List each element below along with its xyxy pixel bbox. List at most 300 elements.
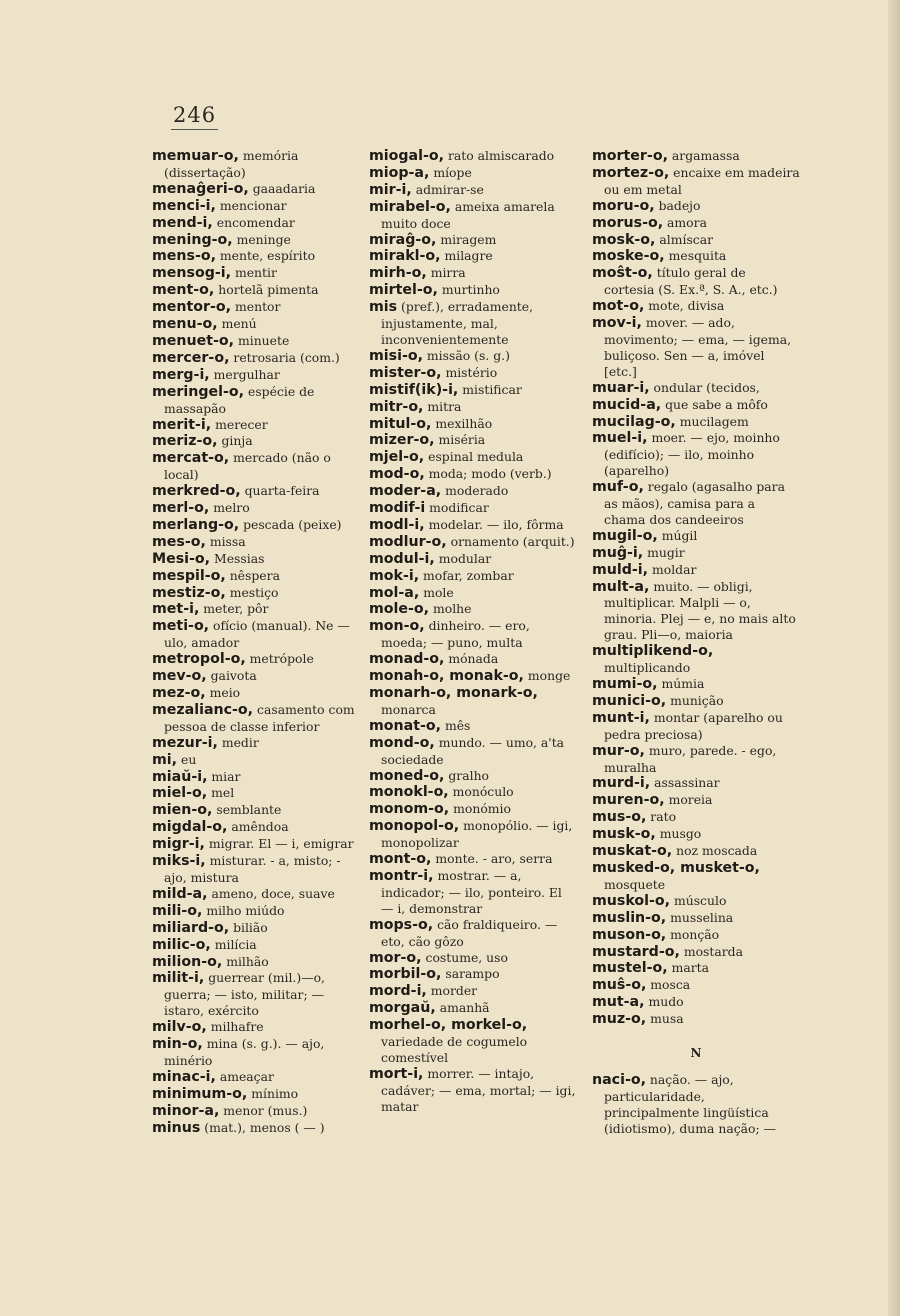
entry-headword: monokl-o,: [369, 784, 449, 801]
dictionary-entry: [592, 479, 800, 528]
entry-translation: dinheiro. — ero, moeda; — puno, multa: [381, 618, 530, 651]
dictionary-entry: [592, 960, 800, 977]
entry-translation: mirra: [426, 265, 466, 281]
entry-translation: moer. — ejo, moinho (edifício); — ilo, moinho (aparelho): [604, 430, 780, 479]
entry-translation: muito. — obligi, multiplicar. Malpli — o, minoria. Plej — e, no mais alto grau. Pli—o, maioria: [604, 578, 796, 643]
dictionary-entry: [369, 399, 577, 416]
dictionary-entry: [152, 299, 360, 316]
dictionary-entry: [152, 853, 360, 886]
dictionary-entry: [592, 775, 800, 792]
entry-translation: mosquete: [604, 876, 666, 892]
dictionary-entry: [369, 517, 577, 534]
dictionary-entry: [592, 545, 800, 562]
entry-translation: que sabe a môfo: [661, 396, 768, 412]
entry-translation: musa: [646, 1011, 684, 1027]
dictionary-entry: [369, 917, 577, 950]
entry-translation: semblante: [212, 802, 282, 818]
entry-headword: muĝ-i,: [592, 544, 644, 561]
entry-headword: metropol-o,: [152, 651, 246, 668]
entry-translation: miséria: [434, 432, 486, 448]
entry-headword: merlang-o,: [152, 516, 240, 533]
entry-headword: mestiz-o,: [152, 584, 226, 601]
entry-headword: moske-o,: [592, 248, 665, 265]
entry-translation: monge: [523, 668, 571, 684]
dictionary-entry: [369, 585, 577, 602]
entry-headword: mezur-i,: [152, 734, 218, 751]
entry-headword: mensog-i,: [152, 265, 231, 282]
dictionary-entry: [592, 809, 800, 826]
entry-translation: murtinho: [437, 282, 500, 298]
entry-translation: morrer. — intajo, cadáver; — ema, mortal; — igi, matar: [381, 1065, 576, 1114]
entry-translation: mundo. — umo, a'ta sociedade: [381, 734, 565, 767]
entry-translation: cão fraldiqueiro. — eto, cão gôzo: [381, 916, 558, 949]
entry-headword: mi,: [152, 751, 178, 768]
entry-headword: musked-o, musket-o,: [592, 859, 760, 876]
entry-headword: mod-o,: [369, 466, 425, 483]
dictionary-entry: [152, 585, 360, 602]
dictionary-entry: [152, 601, 360, 618]
entry-headword: muel-i,: [592, 430, 648, 447]
entry-translation: multiplicando: [604, 660, 691, 676]
dictionary-entry: [369, 568, 577, 585]
dictionary-column-3: [592, 148, 800, 1137]
entry-headword: moŝt-o,: [592, 265, 653, 282]
entry-translation: múmia: [657, 676, 705, 691]
dictionary-entry: [592, 315, 800, 380]
entry-headword: mor-o,: [369, 949, 422, 966]
entry-headword: morbil-o,: [369, 966, 442, 983]
entry-headword: miraĝ-o,: [369, 231, 437, 248]
entry-headword: meti-o,: [152, 618, 210, 635]
dictionary-entry: [369, 500, 577, 517]
entry-headword: mord-i,: [369, 983, 427, 1000]
dictionary-entry: [592, 397, 800, 414]
dictionary-entry: [592, 414, 800, 431]
entry-headword: migr-i,: [152, 836, 205, 853]
entry-translation: título geral de cortesia (S. Ex.ª, S. A., etc.): [604, 265, 778, 298]
entry-headword: mili-o,: [152, 902, 203, 919]
entry-translation: mês: [441, 717, 471, 733]
dictionary-entry: [369, 483, 577, 500]
dictionary-entry: [592, 528, 800, 545]
entry-headword: mitr-o,: [369, 398, 424, 415]
entry-headword: merg-i,: [152, 366, 210, 383]
entry-translation: argamassa: [667, 148, 740, 163]
dictionary-entry: [592, 248, 800, 265]
dictionary-entry: [592, 298, 800, 315]
dictionary-entry: [152, 433, 360, 450]
entry-headword: mespil-o,: [152, 567, 226, 584]
entry-headword: mucid-a,: [592, 396, 662, 413]
entry-translation: moda; modo (verb.): [424, 466, 552, 482]
dictionary-entry: [369, 966, 577, 983]
entry-headword: muslin-o,: [592, 909, 667, 926]
dictionary-entry: [152, 1019, 360, 1036]
entry-headword: multiplikend-o,: [592, 643, 714, 660]
entry-translation: múgil: [657, 527, 698, 543]
dictionary-entry: [592, 1011, 800, 1028]
dictionary-entry: [369, 818, 577, 851]
entry-translation: encaixe em madeira ou em metal: [604, 164, 800, 197]
entry-headword: modl-i,: [369, 516, 425, 533]
entry-headword: mov-i,: [592, 315, 642, 332]
entry-translation: menor (mus.): [219, 1102, 308, 1118]
entry-headword: monarh-o, monark-o,: [369, 685, 538, 701]
entry-headword: monopol-o,: [369, 818, 460, 835]
entry-translation: admirar-se: [411, 181, 484, 197]
entry-translation: mosca: [646, 977, 691, 993]
dictionary-entry: [592, 1072, 800, 1137]
dictionary-entry: [152, 265, 360, 282]
dictionary-entry: [592, 826, 800, 843]
entry-headword: milion-o,: [152, 953, 223, 970]
dictionary-entry: [592, 977, 800, 994]
entry-translation: mercado (não o local): [164, 450, 331, 483]
entry-headword: modlur-o,: [369, 533, 447, 550]
entry-headword: mizer-o,: [369, 432, 435, 449]
entry-translation: modular: [434, 550, 492, 566]
entry-headword: monom-o,: [369, 801, 450, 818]
dictionary-entry: [369, 534, 577, 551]
dictionary-entry: [369, 651, 577, 668]
entry-headword: milv-o,: [152, 1019, 207, 1036]
dictionary-entry: [369, 950, 577, 967]
entry-headword: mus-o,: [592, 809, 647, 826]
entry-translation: milícia: [210, 936, 257, 952]
entry-headword: mezalianc-o,: [152, 701, 254, 718]
entry-headword: morter-o,: [592, 148, 668, 164]
dictionary-entry: [369, 449, 577, 466]
entry-headword: menci-i,: [152, 197, 216, 214]
entry-headword: mole-o,: [369, 601, 430, 618]
entry-headword: munt-i,: [592, 709, 650, 726]
dictionary-entry: [152, 483, 360, 500]
entry-translation: moreia: [664, 792, 713, 808]
dictionary-entry: [592, 562, 800, 579]
dictionary-entry: [592, 792, 800, 809]
entry-headword: moru-o,: [592, 197, 655, 214]
dictionary-entry: [369, 735, 577, 768]
entry-headword: modul-i,: [369, 550, 435, 567]
entry-headword: mot-o,: [592, 298, 645, 315]
entry-headword: mien-o,: [152, 802, 213, 819]
dictionary-entry: [369, 182, 577, 199]
entry-translation: espinal medula: [424, 449, 524, 465]
dictionary-entry: [152, 1120, 360, 1137]
entry-headword: mirabel-o,: [369, 198, 451, 215]
entry-translation: monóculo: [448, 784, 514, 800]
entry-translation: costume, uso: [421, 949, 508, 965]
entry-translation: menú: [217, 316, 257, 332]
entry-headword: mur-o,: [592, 742, 645, 759]
entry-headword: muskat-o,: [592, 843, 673, 860]
dictionary-entry: [152, 181, 360, 198]
dictionary-entry: [152, 517, 360, 534]
entry-headword: muld-i,: [592, 561, 649, 578]
entry-translation: meninge: [232, 231, 291, 247]
dictionary-entry: [369, 382, 577, 399]
dictionary-entry: [592, 643, 800, 676]
entry-translation: mexilhão: [431, 415, 493, 431]
entry-translation: modificar: [425, 500, 489, 516]
dictionary-entry: [152, 450, 360, 483]
entry-translation: amora: [663, 214, 707, 230]
entry-headword: muar-i,: [592, 379, 650, 396]
entry-headword: minac-i,: [152, 1068, 216, 1085]
dictionary-entry: [369, 1066, 577, 1115]
dictionary-column-1: [152, 148, 360, 1136]
entry-headword: mitul-o,: [369, 415, 432, 432]
dictionary-entry: [592, 893, 800, 910]
entry-headword: morhel-o, morkel-o,: [369, 1017, 528, 1034]
entry-translation: migrar. El — i, emigrar: [204, 836, 354, 852]
dictionary-entry: [369, 416, 577, 433]
entry-translation: ameno, doce, suave: [207, 885, 335, 901]
entry-headword: mentor-o,: [152, 299, 232, 316]
entry-translation: míope: [429, 164, 472, 180]
dictionary-entry: [592, 430, 800, 479]
entry-headword: moned-o,: [369, 767, 445, 784]
dictionary-entry: [152, 685, 360, 702]
entry-translation: ondular (tecidos,: [649, 379, 760, 395]
entry-translation: mudo: [644, 994, 684, 1010]
entry-headword: mumi-o,: [592, 676, 658, 692]
entry-translation: mover. — ado, movimento; — ema, — igema, buliçoso. Sen — a, imóvel [etc.]: [604, 315, 792, 379]
dictionary-entry: [592, 944, 800, 961]
dictionary-entry: [152, 417, 360, 434]
entry-translation: montar (aparelho ou pedra preciosa): [604, 709, 783, 742]
entry-translation: bilião: [229, 919, 268, 935]
entry-headword: mirh-o,: [369, 265, 427, 282]
entry-translation: mencionar: [215, 197, 287, 213]
entry-headword: mirtel-o,: [369, 282, 438, 299]
entry-headword: mortez-o,: [592, 164, 670, 181]
entry-translation: munição: [666, 692, 724, 708]
dictionary-entry: [152, 769, 360, 786]
entry-headword: monat-o,: [369, 717, 442, 734]
entry-headword: mes-o,: [152, 533, 206, 550]
entry-headword: mok-i,: [369, 567, 420, 584]
entry-translation: melro: [209, 500, 250, 516]
dictionary-entry: [369, 348, 577, 365]
entry-translation: mostrar. — a, indicador; — ilo, ponteiro. El — i, demonstrar: [381, 867, 562, 916]
entry-headword: muz-o,: [592, 1011, 647, 1028]
dictionary-entry: [592, 860, 800, 893]
dictionary-entry: [152, 232, 360, 249]
entry-headword: min-o,: [152, 1036, 203, 1053]
dictionary-entry: [152, 500, 360, 517]
dictionary-entry: [152, 618, 360, 651]
entry-translation: musselina: [666, 909, 734, 925]
entry-translation: meio: [205, 685, 241, 700]
dictionary-entry: [592, 676, 800, 693]
dictionary-entry: [369, 983, 577, 1000]
dictionary-entry: [369, 718, 577, 735]
entry-translation: músculo: [670, 892, 727, 908]
entry-headword: mosk-o,: [592, 231, 656, 248]
entry-headword: mez-o,: [152, 685, 206, 701]
dictionary-entry: [152, 215, 360, 232]
entry-headword: mercer-o,: [152, 349, 230, 366]
entry-headword: merit-i,: [152, 416, 212, 433]
entry-headword: munici-o,: [592, 692, 667, 709]
entry-headword: misi-o,: [369, 347, 423, 364]
entry-translation: milhafre: [206, 1019, 264, 1035]
entry-headword: mol-a,: [369, 584, 420, 601]
entry-translation: Messias: [210, 550, 265, 566]
entry-headword: moder-a,: [369, 483, 442, 500]
dictionary-entry: [369, 1000, 577, 1017]
entry-headword: mev-o,: [152, 668, 207, 685]
entry-translation: mostarda: [679, 943, 743, 959]
dictionary-entry: [152, 1069, 360, 1086]
dictionary-entry: [152, 384, 360, 417]
dictionary-entry: [152, 367, 360, 384]
entry-headword: meriz-o,: [152, 433, 218, 450]
dictionary-entry: [369, 601, 577, 618]
dictionary-entry: [369, 868, 577, 917]
dictionary-entry: [152, 1103, 360, 1120]
entry-headword: miaŭ-i,: [152, 768, 208, 785]
entry-headword: menuet-o,: [152, 332, 235, 349]
dictionary-entry: [592, 927, 800, 944]
dictionary-entry: [592, 198, 800, 215]
entry-translation: assassinar: [650, 775, 720, 791]
column-3-entries: [592, 148, 800, 1028]
entry-headword: merl-o,: [152, 500, 210, 517]
entry-headword: mugil-o,: [592, 527, 658, 544]
entry-translation: badejo: [654, 197, 701, 213]
entry-headword: muf-o,: [592, 479, 644, 496]
entry-headword: mercat-o,: [152, 450, 230, 467]
entry-headword: morus-o,: [592, 214, 664, 231]
dictionary-entry: [152, 886, 360, 903]
entry-translation: (mat.), menos ( — ): [200, 1119, 325, 1135]
entry-translation: mentor: [231, 299, 281, 315]
entry-translation: monção: [666, 926, 720, 942]
entry-translation: misturar. - a, misto; - ajo, mistura: [164, 853, 341, 885]
entry-translation: mestiço: [225, 584, 279, 600]
entry-translation: nêspera: [225, 567, 280, 583]
dictionary-entry: [592, 579, 800, 644]
entry-translation: muro, parede. - ego, muralha: [604, 742, 777, 775]
dictionary-entry: [369, 248, 577, 265]
entry-translation: meter, pôr: [199, 601, 269, 617]
entry-translation: nação. — ajo, particularidade, principalmente lingüística (idiotismo), duma nação; —: [604, 1071, 777, 1136]
dictionary-entry: [152, 568, 360, 585]
dictionary-entry: [152, 668, 360, 685]
dictionary-entry: [152, 970, 360, 1019]
dictionary-entry: [369, 282, 577, 299]
dictionary-entry: [369, 232, 577, 249]
entry-translation: marta: [667, 960, 709, 976]
entry-translation: variedade de cogumelo comestível: [381, 1034, 528, 1065]
entry-headword: muskol-o,: [592, 892, 671, 909]
entry-headword: mort-i,: [369, 1065, 424, 1082]
entry-headword: minor-a,: [152, 1102, 220, 1119]
dictionary-entry: [369, 432, 577, 449]
dictionary-entry: [369, 618, 577, 651]
dictionary-entry: [592, 148, 800, 165]
entry-headword: mild-a,: [152, 885, 208, 902]
entry-translation: eu: [177, 751, 197, 767]
dictionary-entry: [152, 551, 360, 568]
entry-headword: ment-o,: [152, 282, 215, 299]
entry-headword: modif-i: [369, 500, 426, 517]
entry-translation: monopólio. — igi, monopolizar: [381, 818, 573, 851]
dictionary-entry: [369, 148, 577, 165]
dictionary-entry: [152, 282, 360, 299]
entry-headword: murd-i,: [592, 775, 651, 792]
entry-headword: mir-i,: [369, 181, 412, 198]
entry-headword: monah-o, monak-o,: [369, 668, 524, 685]
entry-translation: gaivota: [206, 668, 257, 684]
entry-headword: miliard-o,: [152, 919, 230, 936]
entry-headword: mening-o,: [152, 231, 233, 248]
entry-headword: mops-o,: [369, 916, 434, 933]
dictionary-entry: [369, 466, 577, 483]
entry-translation: encomendar: [212, 214, 295, 230]
entry-headword: naci-o,: [592, 1071, 646, 1088]
entry-translation: molhe: [429, 601, 472, 617]
entry-headword: milic-o,: [152, 936, 211, 953]
entry-headword: miop-a,: [369, 164, 430, 181]
dictionary-entry: [369, 784, 577, 801]
entry-translation: moldar: [648, 561, 697, 577]
dictionary-entry: [369, 299, 577, 348]
entry-headword: milit-i,: [152, 970, 205, 987]
entry-headword: miel-o,: [152, 785, 208, 802]
dictionary-column-2: [369, 148, 577, 1115]
entry-translation: noz moscada: [672, 843, 758, 859]
entry-translation: mole: [419, 584, 454, 600]
entry-headword: mucilag-o,: [592, 413, 676, 430]
entry-translation: mónada: [444, 651, 499, 667]
entry-translation: almíscar: [655, 231, 714, 247]
dictionary-entry: [152, 1036, 360, 1069]
dictionary-entry: [152, 802, 360, 819]
dictionary-entry: [369, 668, 577, 685]
dictionary-entry: [152, 333, 360, 350]
entry-translation: (pref.), erradamente, injustamente, mal, inconvenientemente: [381, 299, 534, 347]
entry-headword: mustard-o,: [592, 943, 680, 960]
entry-translation: mentir: [231, 265, 277, 281]
entry-headword: menu-o,: [152, 316, 218, 333]
dictionary-entry: [369, 768, 577, 785]
dictionary-entry: [369, 365, 577, 382]
entry-translation: missa: [205, 533, 246, 549]
entry-translation: hortelã pimenta: [214, 282, 319, 298]
entry-headword: morgaŭ,: [369, 1000, 436, 1017]
entry-headword: miogal-o,: [369, 148, 445, 164]
entry-headword: mond-o,: [369, 734, 435, 751]
entry-translation: miragem: [436, 231, 497, 247]
dictionary-entry: [152, 735, 360, 752]
dictionary-entry: [152, 148, 360, 181]
entry-translation: moderado: [441, 483, 509, 499]
dictionary-entry: [592, 843, 800, 860]
entry-translation: rato almiscarado: [444, 148, 555, 163]
dictionary-entry: [152, 651, 360, 668]
entry-translation: ameixa amarela muito doce: [381, 198, 555, 231]
entry-translation: mina (s. g.). — ajo, minério: [164, 1036, 325, 1068]
entry-translation: guerrear (mil.)—o, guerra; — isto, militar; — istaro, exército: [164, 970, 325, 1019]
dictionary-entry: [592, 265, 800, 298]
entry-headword: mend-i,: [152, 214, 213, 231]
entry-translation: mucilagem: [675, 413, 749, 429]
dictionary-entry: [152, 785, 360, 802]
entry-translation: milhão: [222, 953, 269, 969]
